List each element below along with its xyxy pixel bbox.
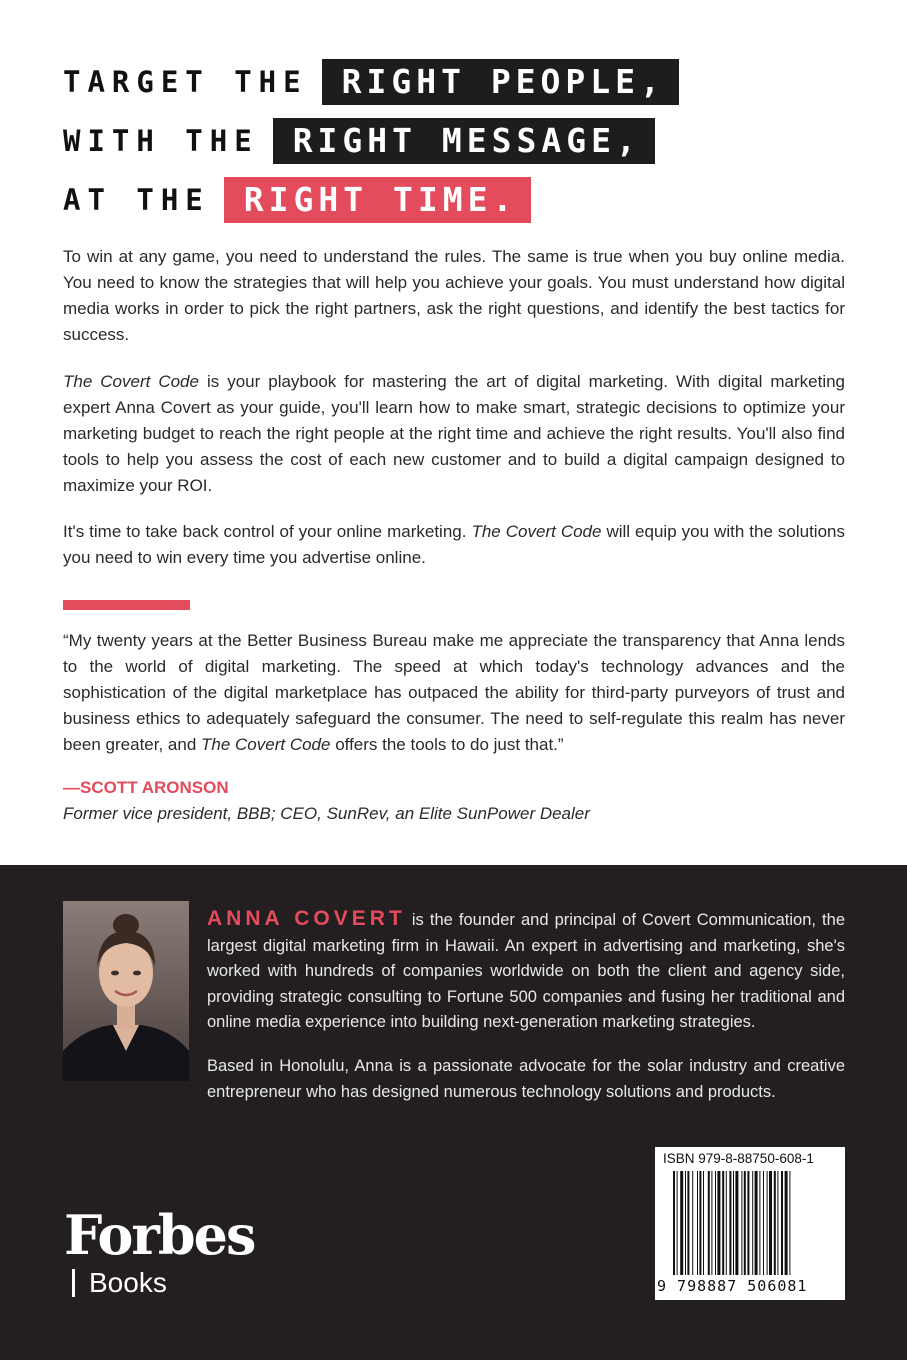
barcode-bar: [685, 1171, 686, 1275]
barcode-bar: [699, 1171, 701, 1275]
barcode-bar: [726, 1171, 727, 1275]
barcode-bar: [703, 1171, 704, 1275]
author-photo: [63, 901, 189, 1081]
testimonial-quote: [63, 628, 845, 758]
book-title: The Covert Code: [471, 522, 602, 541]
barcode-bar: [711, 1171, 712, 1275]
headline-plain-1: TARGET THE: [63, 65, 308, 99]
headline-box-1: RIGHT PEOPLE,: [322, 59, 679, 105]
quote-start: “My twenty years at the Better Business Bureau make me appreciate the transparency that Anna lends to the world of digital marketing. The speed at which today's technology advances and the sophistication of the digital marketplace has outpaced the ability for third-party purveyors of trust and business ethics to adequately safeguard the consumer. The need to self-regulate this realm has never been greater, and: [63, 631, 845, 754]
barcode-bar: [785, 1171, 788, 1275]
barcode-bar: [759, 1171, 760, 1275]
isbn-label: ISBN 979-8-88750-608-1: [663, 1151, 814, 1166]
quote-end: offers the tools to do just that.”: [330, 735, 564, 754]
barcode-bar: [741, 1171, 742, 1275]
barcode-bar: [687, 1171, 689, 1275]
barcode-bar: [677, 1171, 678, 1275]
body-paragraph-3-start: It's time to take back control of your online marketing.: [63, 522, 472, 541]
headline-plain-2: WITH THE: [63, 124, 259, 158]
body-paragraph-2-text: is your playbook for mastering the art of digital marketing. With digital marketing expert Anna Covert as your guide, you'll learn how to make smart, strategic decisions to optimize your marketing budget to reach the right people at the right time and achieve the right results. You'll also find tools to help you assess the cost of each new customer and to build a digital campaign designed to maximize your ROI.: [63, 372, 846, 495]
headline-line-3: [63, 176, 531, 224]
accent-divider: [63, 600, 190, 610]
barcode-bar: [697, 1171, 698, 1275]
barcode-bar: [769, 1171, 772, 1275]
barcode-bar: [747, 1171, 749, 1275]
author-bio-2: Based in Honolulu, Anna is a passionate advocate for the solar industry and creative entrepreneur who has designed numerous technology solutions and products.: [207, 1057, 845, 1101]
barcode-bar: [717, 1171, 720, 1275]
barcode-bar: [735, 1171, 738, 1275]
headline-plain-3: AT THE: [63, 183, 210, 217]
barcode-bar: [673, 1171, 675, 1275]
barcode-bar: [722, 1171, 724, 1275]
barcode-bar: [755, 1171, 758, 1275]
barcode-bars: [673, 1171, 833, 1275]
barcode-bar: [744, 1171, 746, 1275]
books-imprint: [72, 1267, 167, 1299]
body-paragraph-3: [63, 519, 845, 571]
barcode-bar: [733, 1171, 734, 1275]
barcode-bar: [763, 1171, 764, 1275]
body-paragraph-2: [63, 369, 845, 499]
forbes-logo: Forbes: [64, 1203, 255, 1267]
barcode-bar: [777, 1171, 778, 1275]
barcode-bar: [729, 1171, 731, 1275]
quote-author: —SCOTT ARONSON: [63, 778, 229, 797]
headline-box-3: RIGHT TIME.: [224, 177, 532, 223]
author-section: [0, 865, 907, 1360]
barcode-bar: [715, 1171, 716, 1275]
barcode-digits: 9 798887 506081: [657, 1277, 808, 1295]
barcode-bar: [708, 1171, 710, 1275]
body-paragraph-3-end: will equip you with the solutions you need to win every time you advertise online.: [63, 522, 845, 567]
author-portrait-image: [63, 901, 189, 1081]
imprint-label: Books: [89, 1267, 167, 1298]
headline-line-1: [63, 58, 679, 106]
barcode-bar: [680, 1171, 683, 1275]
imprint-bar: [72, 1269, 75, 1297]
headline-line-2: [63, 117, 655, 165]
barcode-bar: [767, 1171, 768, 1275]
author-name: ANNA COVERT: [207, 907, 406, 930]
barcode-bar: [774, 1171, 776, 1275]
body-paragraph-1: To win at any game, you need to understand the rules. The same is true when you buy online media. You need to know the strategies that will help you achieve your goals. You must understand how digital media works in order to pick the right partners, ask the right questions, and identify the best tactics for success.: [63, 247, 845, 344]
author-bio-1: [207, 906, 845, 1036]
barcode-bar: [752, 1171, 753, 1275]
author-bio-1-text: is the founder and principal of Covert Communication, the largest digital marketing firm in Hawaii. An expert in advertising and marketing, she's worked with hundreds of companies worldwide on both the client and agency side, providing strategic consulting to Fortune 500 companies and fusing her traditional and online media experience into building next-generation marketing strategies.: [207, 911, 845, 1031]
barcode-bar: [789, 1171, 790, 1275]
book-title: The Covert Code: [201, 735, 331, 754]
quote-author-title: Former vice president, BBB; CEO, SunRev, an Elite SunPower Dealer: [63, 804, 590, 823]
barcode-bar: [781, 1171, 783, 1275]
headline-box-2: RIGHT MESSAGE,: [273, 118, 655, 164]
isbn-barcode: [655, 1147, 845, 1300]
barcode-bar: [692, 1171, 693, 1275]
book-title: The Covert Code: [63, 372, 199, 391]
